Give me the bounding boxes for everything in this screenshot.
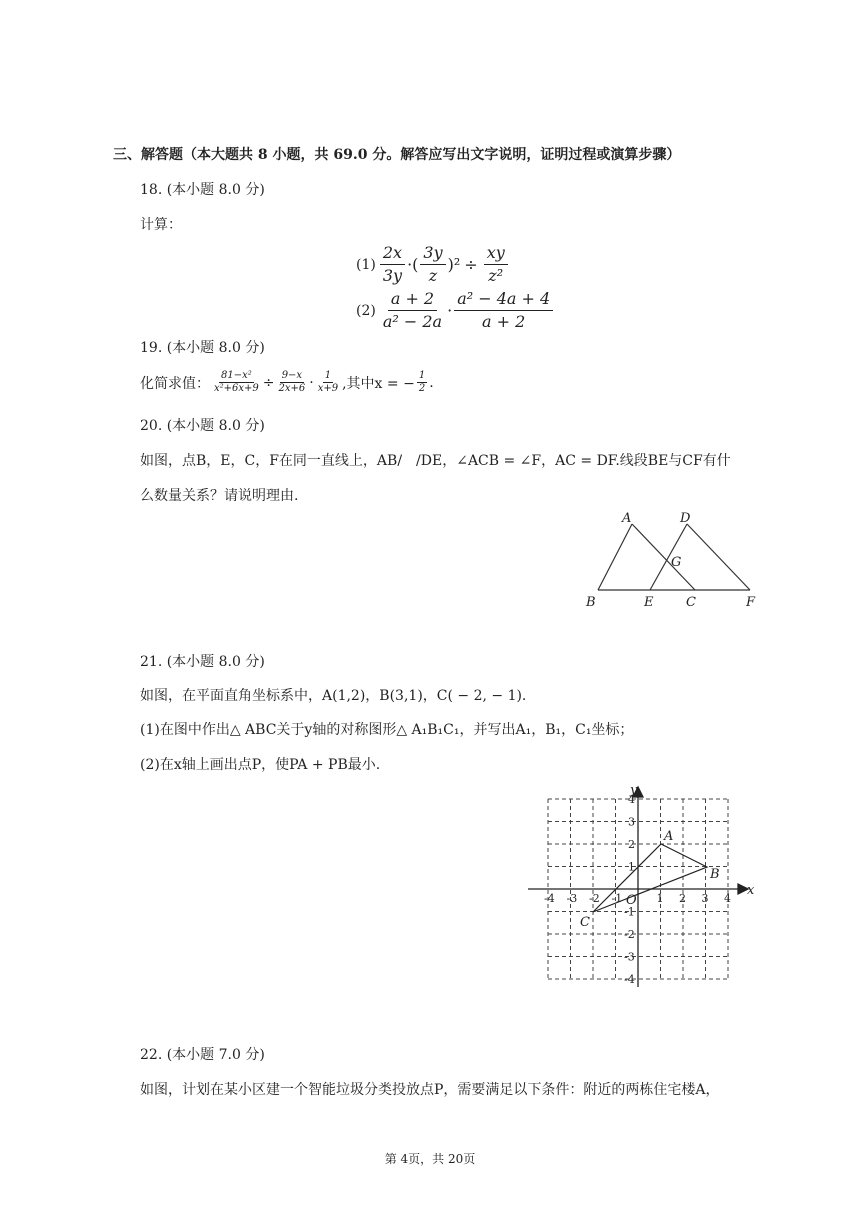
y-tick-label: 2 xyxy=(628,838,635,851)
point-label-A: A xyxy=(622,511,632,526)
y-tick-label: -2 xyxy=(624,928,635,941)
fraction: $\frac{xy}{\text{z²}}$ xyxy=(484,242,508,287)
q21-text-line-1: 如图，在平面直角坐标系中，A(1,2)，B(3,1)，C( − 2, − 1). xyxy=(140,688,527,704)
x-tick-label: -3 xyxy=(566,892,578,905)
q21-coordinate-grid xyxy=(520,782,760,992)
point-label-B: B xyxy=(710,867,720,882)
q18-expression-2: (2) $\frac{a + 2}{\text{a² − 2a}}$ · $\frac{\text{a² − 4a + 4}}{a + 2}$ xyxy=(356,288,555,333)
point-label-C: C xyxy=(580,915,590,930)
x-tick-label: 1 xyxy=(656,892,664,905)
q18-header: 18. (本小题 8.0 分) xyxy=(140,182,265,198)
q20-header: 20. (本小题 8.0 分) xyxy=(140,418,265,434)
q22-header: 22. (本小题 7.0 分) xyxy=(140,1047,265,1063)
q20-text-line-1: 如图，点B，E，C，F在同一直线上，AB/ /DE，∠ACB = ∠F，AC = DF.线段BE与CF有什 xyxy=(140,453,731,469)
q18-p1-label: (1) xyxy=(356,256,376,273)
fraction: $\frac{1}{x+9}$ xyxy=(317,370,339,394)
x-tick-label: -4 xyxy=(544,892,555,905)
section-title: 三、解答题（本大题共 8 小题，共 69.0 分。解答应写出文字说明，证明过程或演算步骤） xyxy=(113,147,681,163)
y-tick-label: -4 xyxy=(624,973,635,986)
q22-text-line-1: 如图，计划在某小区建一个智能垃圾分类投放点P，需要满足以下条件：附近的两栋住宅楼A， xyxy=(140,1082,720,1098)
origin-label: O xyxy=(626,893,637,908)
point-label-C: C xyxy=(686,595,696,610)
q21-text-line-2: (1)在图中作出△ ABC关于y轴的对称图形△ A₁B₁C₁，并写出A₁，B₁，C₁坐标； xyxy=(140,722,634,738)
y-tick-label: 1 xyxy=(628,860,635,874)
point-label-D: D xyxy=(680,511,691,526)
point-label-B: B xyxy=(586,595,596,610)
fraction: $\frac{\text{a² − 4a + 4}}{a + 2}$ xyxy=(454,288,553,333)
page-footer: 第 4页，共 20页 xyxy=(384,1152,476,1166)
x-tick-label: -1 xyxy=(611,892,623,905)
fraction: $\frac{3y}{z}$ xyxy=(420,242,445,287)
y-tick-label: -3 xyxy=(624,950,635,964)
fraction: $\frac{\text{81−x²}}{\text{x²+6x+9}}$ xyxy=(214,370,259,394)
q18-intro: 计算： xyxy=(140,217,182,233)
x-axis-label: x xyxy=(747,883,755,898)
point-label-A: A xyxy=(664,829,674,844)
q20-triangle-figure xyxy=(580,508,770,613)
q20-text-line-2: 么数量关系？请说明理由. xyxy=(140,488,299,504)
point-label-F: F xyxy=(746,595,756,610)
q19-header: 19. (本小题 8.0 分) xyxy=(140,340,265,356)
fraction: $\frac{a + 2}{\text{a² − 2a}}$ xyxy=(382,289,443,331)
q21-header: 21. (本小题 8.0 分) xyxy=(140,654,265,670)
q19-expression: 化简求值： $\frac{\text{81−x²}}{\text{x²+6x+9}}$ ÷ $\frac{9-x}{2x+6}$ · $\frac{1}{x+9}$ ,其中x = − $\frac{1}{2}$ . xyxy=(140,370,434,394)
x-tick-label: -2 xyxy=(589,892,600,905)
q18-p2-label: (2) xyxy=(356,302,376,319)
q18-expression-1: (1) $\frac{2x}{3y}$ · ( $\frac{3y}{z}$ )² ÷ $\frac{xy}{\text{z²}}$ xyxy=(356,242,510,287)
fraction: $\frac{2x}{3y}$ xyxy=(380,242,405,287)
fraction: $\frac{1}{2}$ xyxy=(418,370,426,394)
x-tick-label: 4 xyxy=(724,892,731,905)
x-tick-label: 2 xyxy=(679,892,686,905)
y-tick-label: -1 xyxy=(624,905,635,919)
y-tick-label: 4 xyxy=(628,793,635,806)
q21-text-line-3: (2)在x轴上画出点P，使PA + PB最小. xyxy=(140,757,381,773)
y-axis-label: y xyxy=(630,783,638,798)
point-label-G: G xyxy=(671,555,682,570)
point-label-E: E xyxy=(644,595,654,610)
x-tick-label: 3 xyxy=(701,892,709,905)
fraction: $\frac{9-x}{2x+6}$ xyxy=(278,370,306,394)
y-tick-label: 3 xyxy=(628,815,635,829)
